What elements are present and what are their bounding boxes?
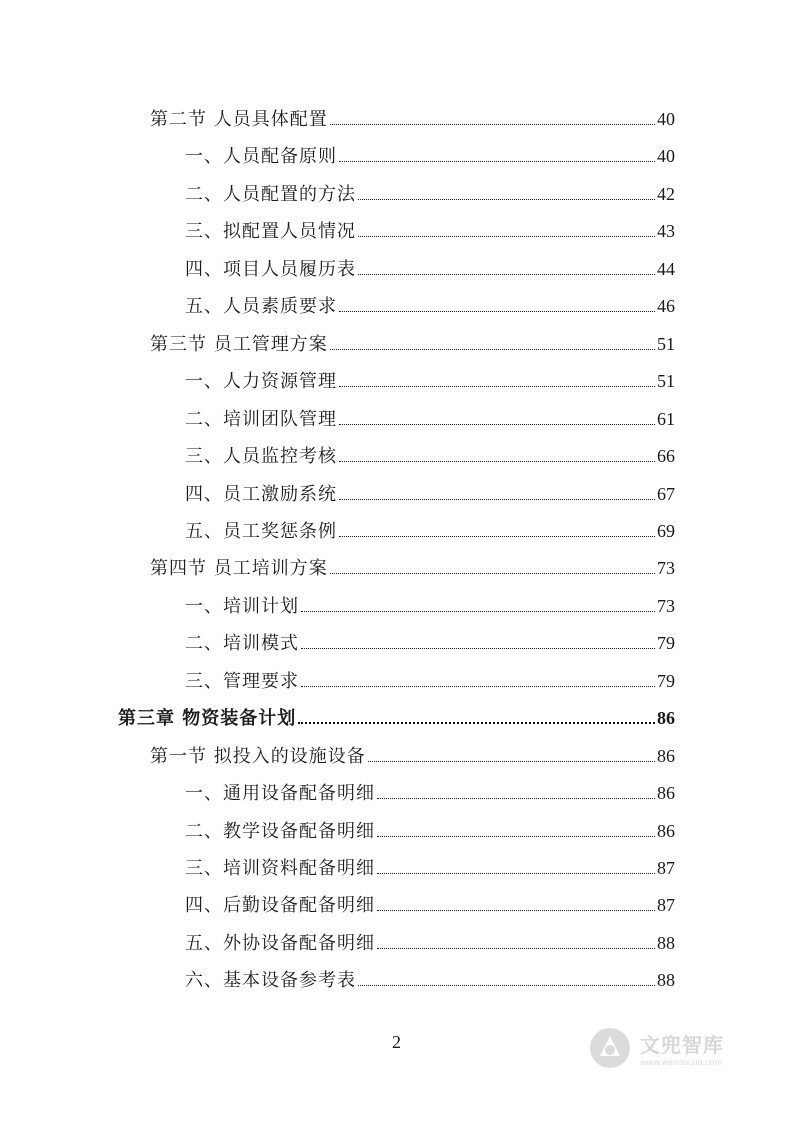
toc-section-entry[interactable]	[150, 105, 675, 135]
toc-entry-page: 42	[657, 183, 675, 204]
toc-dot-leader	[358, 236, 655, 237]
toc-subsection-entry[interactable]	[185, 480, 675, 510]
toc-section-entry[interactable]	[150, 742, 675, 772]
toc-entry-title: 一、培训计划	[185, 595, 299, 617]
toc-entry-page: 67	[657, 483, 675, 504]
toc-subsection-entry[interactable]	[185, 817, 675, 847]
toc-entry-page: 86	[657, 745, 675, 766]
toc-dot-leader	[339, 161, 655, 162]
toc-dot-leader	[298, 722, 655, 724]
page-number: 2	[392, 1032, 401, 1052]
toc-subsection-entry[interactable]	[185, 367, 675, 397]
toc-subsection-entry[interactable]	[185, 217, 675, 247]
toc-entry-title: 三、拟配置人员情况	[185, 221, 356, 243]
toc-dot-leader	[358, 274, 655, 275]
toc-dot-leader	[377, 873, 655, 874]
toc-entry-title: 三、管理要求	[185, 670, 299, 692]
toc-entry-title: 二、培训模式	[185, 633, 299, 655]
watermark	[588, 1018, 758, 1078]
toc-entry-page: 61	[657, 408, 675, 429]
toc-entry-page: 69	[657, 520, 675, 541]
toc-dot-leader	[339, 499, 655, 500]
toc-subsection-entry[interactable]	[185, 292, 675, 322]
toc-entry-page: 66	[657, 446, 675, 467]
toc-subsection-entry[interactable]	[185, 629, 675, 659]
toc-entry-title: 一、人员配备原则	[185, 146, 337, 168]
toc-dot-leader	[339, 311, 655, 312]
toc-entry-page: 87	[657, 858, 675, 878]
toc-dot-leader	[358, 985, 655, 986]
toc-subsection-entry[interactable]	[185, 255, 675, 285]
toc-entry-page: 51	[657, 371, 675, 392]
toc-subsection-entry[interactable]	[185, 592, 675, 622]
toc-dot-leader	[377, 948, 655, 949]
toc-entry-page: 79	[657, 670, 675, 691]
toc-subsection-entry[interactable]	[185, 966, 675, 996]
toc-entry-title: 一、人力资源管理	[185, 371, 337, 393]
toc-subsection-entry[interactable]	[185, 180, 675, 210]
toc-entry-page: 86	[657, 820, 675, 841]
toc-section-entry[interactable]	[150, 330, 675, 360]
toc-entry-title: 四、后勤设备配备明细	[185, 895, 375, 917]
toc-entry-page: 40	[657, 146, 675, 167]
watermark-name: 文兜智库	[640, 1033, 724, 1057]
toc-subsection-entry[interactable]	[185, 891, 675, 921]
toc-subsection-entry[interactable]	[185, 405, 675, 435]
toc-entry-page: 86	[657, 708, 675, 729]
toc-subsection-entry[interactable]	[185, 142, 675, 172]
toc-subsection-entry[interactable]	[185, 779, 675, 809]
toc-entry-title: 五、人员素质要求	[185, 296, 337, 318]
watermark-logo-icon	[588, 1026, 632, 1070]
toc-dot-leader	[377, 910, 655, 911]
toc-entry-title: 三、培训资料配备明细	[185, 858, 375, 879]
toc-entry-page: 73	[657, 558, 675, 579]
toc-entry-title: 五、员工奖惩条例	[185, 520, 337, 542]
toc-entry-title: 第一节 拟投入的设施设备	[150, 745, 366, 767]
toc-entry-title: 五、外协设备配备明细	[185, 932, 375, 954]
toc-entry-page: 88	[657, 932, 675, 953]
toc-dot-leader	[368, 761, 655, 762]
toc-dot-leader	[377, 836, 655, 837]
toc-entry-title: 二、培训团队管理	[185, 408, 337, 430]
toc-entry-title: 二、人员配置的方法	[185, 183, 356, 205]
toc-dot-leader	[330, 349, 655, 350]
toc-subsection-entry[interactable]	[185, 442, 675, 472]
toc-dot-leader	[358, 199, 655, 200]
toc-entry-page: 73	[657, 595, 675, 616]
toc-entry-page: 86	[657, 783, 675, 804]
toc-entry-title: 第四节 员工培训方案	[150, 558, 328, 580]
toc-entry-page: 44	[657, 258, 675, 279]
toc-dot-leader	[339, 386, 655, 387]
toc-entry-title: 第三节 员工管理方案	[150, 333, 328, 355]
toc-entry-title: 四、员工激励系统	[185, 483, 337, 505]
toc-subsection-entry[interactable]	[185, 667, 675, 697]
toc-dot-leader	[377, 798, 655, 799]
toc-entry-page: 51	[657, 333, 675, 354]
toc-subsection-entry[interactable]	[185, 854, 675, 884]
toc-entry-title: 一、通用设备配备明细	[185, 783, 375, 805]
toc-dot-leader	[330, 573, 655, 574]
toc-entry-title: 第二节 人员具体配置	[150, 109, 328, 130]
toc-entry-page: 43	[657, 221, 675, 242]
toc-chapter-entry[interactable]	[118, 704, 675, 734]
toc-dot-leader	[339, 461, 655, 462]
toc-dot-leader	[301, 611, 655, 612]
toc-dot-leader	[330, 124, 655, 125]
toc-entry-title: 六、基本设备参考表	[185, 970, 356, 992]
toc-entry-page: 79	[657, 633, 675, 654]
toc-entry-page: 40	[657, 109, 675, 129]
toc-dot-leader	[301, 686, 655, 687]
watermark-url: www.wendoulib.com	[640, 1058, 723, 1067]
toc-entry-page: 87	[657, 895, 675, 916]
toc-entry-title: 二、教学设备配备明细	[185, 820, 375, 842]
toc-subsection-entry[interactable]	[185, 929, 675, 959]
toc-entry-title: 四、项目人员履历表	[185, 258, 356, 280]
toc-entry-page: 88	[657, 970, 675, 991]
toc-entry-title: 第三章 物资装备计划	[118, 708, 297, 730]
toc-dot-leader	[339, 536, 655, 537]
toc-entry-page: 46	[657, 296, 675, 317]
toc-dot-leader	[339, 424, 655, 425]
toc-entry-title: 三、人员监控考核	[185, 446, 337, 468]
toc-dot-leader	[301, 648, 655, 649]
toc-subsection-entry[interactable]	[185, 517, 675, 547]
toc-section-entry[interactable]	[150, 554, 675, 584]
